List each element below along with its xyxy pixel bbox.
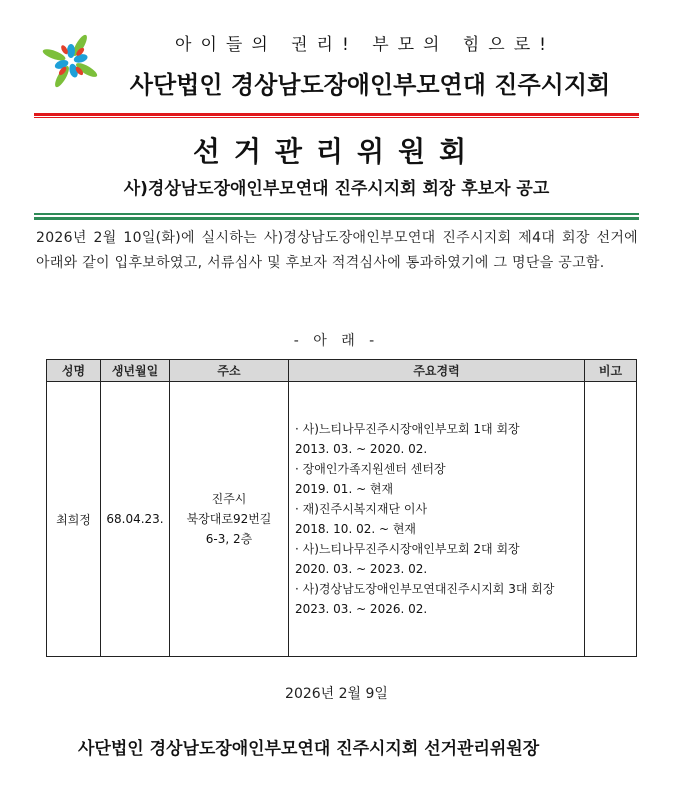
career-line: · 사)느티나무진주시장애인부모회 2대 회장 — [295, 542, 520, 556]
career-line: 2020. 03. ~ 2023. 02. — [295, 562, 428, 576]
header-address: 주소 — [170, 360, 289, 382]
career-line: 2023. 03. ~ 2026. 02. — [295, 602, 428, 616]
header-name: 성명 — [47, 360, 101, 382]
notice-body: 2026년 2월 10일(화)에 실시하는 사)경상남도장애인부모연대 진주시지회 제4대 회장 선거에 아래와 같이 입후보하였고, 서류심사 및 후보자 적격심사에 통과하였기에 그 명단을 공고함. — [36, 230, 638, 271]
organization-name: 사단법인 경상남도장애인부모연대 진주시지회 — [129, 71, 611, 99]
committee-title: 선거관리위원회 — [192, 135, 481, 168]
candidate-birth: 68.04.23. — [101, 382, 170, 657]
notice-subtitle: 사)경상남도장애인부모연대 진주시지회 회장 후보자 공고 — [123, 179, 550, 199]
header-birth: 생년월일 — [101, 360, 170, 382]
slogan: 아이들의 권리! 부모의 힘으로! — [175, 35, 555, 55]
green-divider-thin — [34, 213, 639, 215]
career-line: 2013. 03. ~ 2020. 02. — [295, 442, 428, 456]
header-career: 주요경력 — [289, 360, 585, 382]
career-line: · 사)느티나무진주시장애인부모회 1대 회장 — [295, 422, 520, 436]
below-marker: - 아 래 - — [293, 333, 380, 349]
candidate-name: 최희정 — [47, 382, 101, 657]
red-divider — [34, 113, 639, 116]
candidate-address — [170, 382, 289, 657]
notice-date: 2026년 2월 9일 — [285, 686, 388, 702]
candidate-career — [289, 382, 585, 657]
green-divider — [34, 217, 639, 220]
table-header-row — [47, 360, 637, 382]
organization-logo-icon — [40, 30, 102, 92]
career-line: 2019. 01. ~ 현재 — [295, 482, 394, 496]
candidate-table — [46, 359, 637, 657]
candidate-note — [585, 382, 637, 657]
address-line: 진주시 — [211, 492, 247, 506]
career-line: · 재)진주시복지재단 이사 — [295, 502, 428, 516]
signature-line: 사단법인 경상남도장애인부모연대 진주시지회 선거관리위원장 — [78, 739, 540, 759]
table-row — [47, 382, 637, 657]
red-divider-thin — [34, 117, 639, 118]
address-line: 6-3, 2층 — [205, 532, 253, 546]
header-note: 비고 — [585, 360, 637, 382]
address-line: 북장대로92번길 — [186, 512, 272, 526]
career-line: 2018. 10. 02. ~ 현재 — [295, 522, 417, 536]
career-line: · 장애인가족지원센터 센터장 — [295, 462, 446, 476]
career-line: · 사)경상남도장애인부모연대진주시지회 3대 회장 — [295, 582, 555, 596]
